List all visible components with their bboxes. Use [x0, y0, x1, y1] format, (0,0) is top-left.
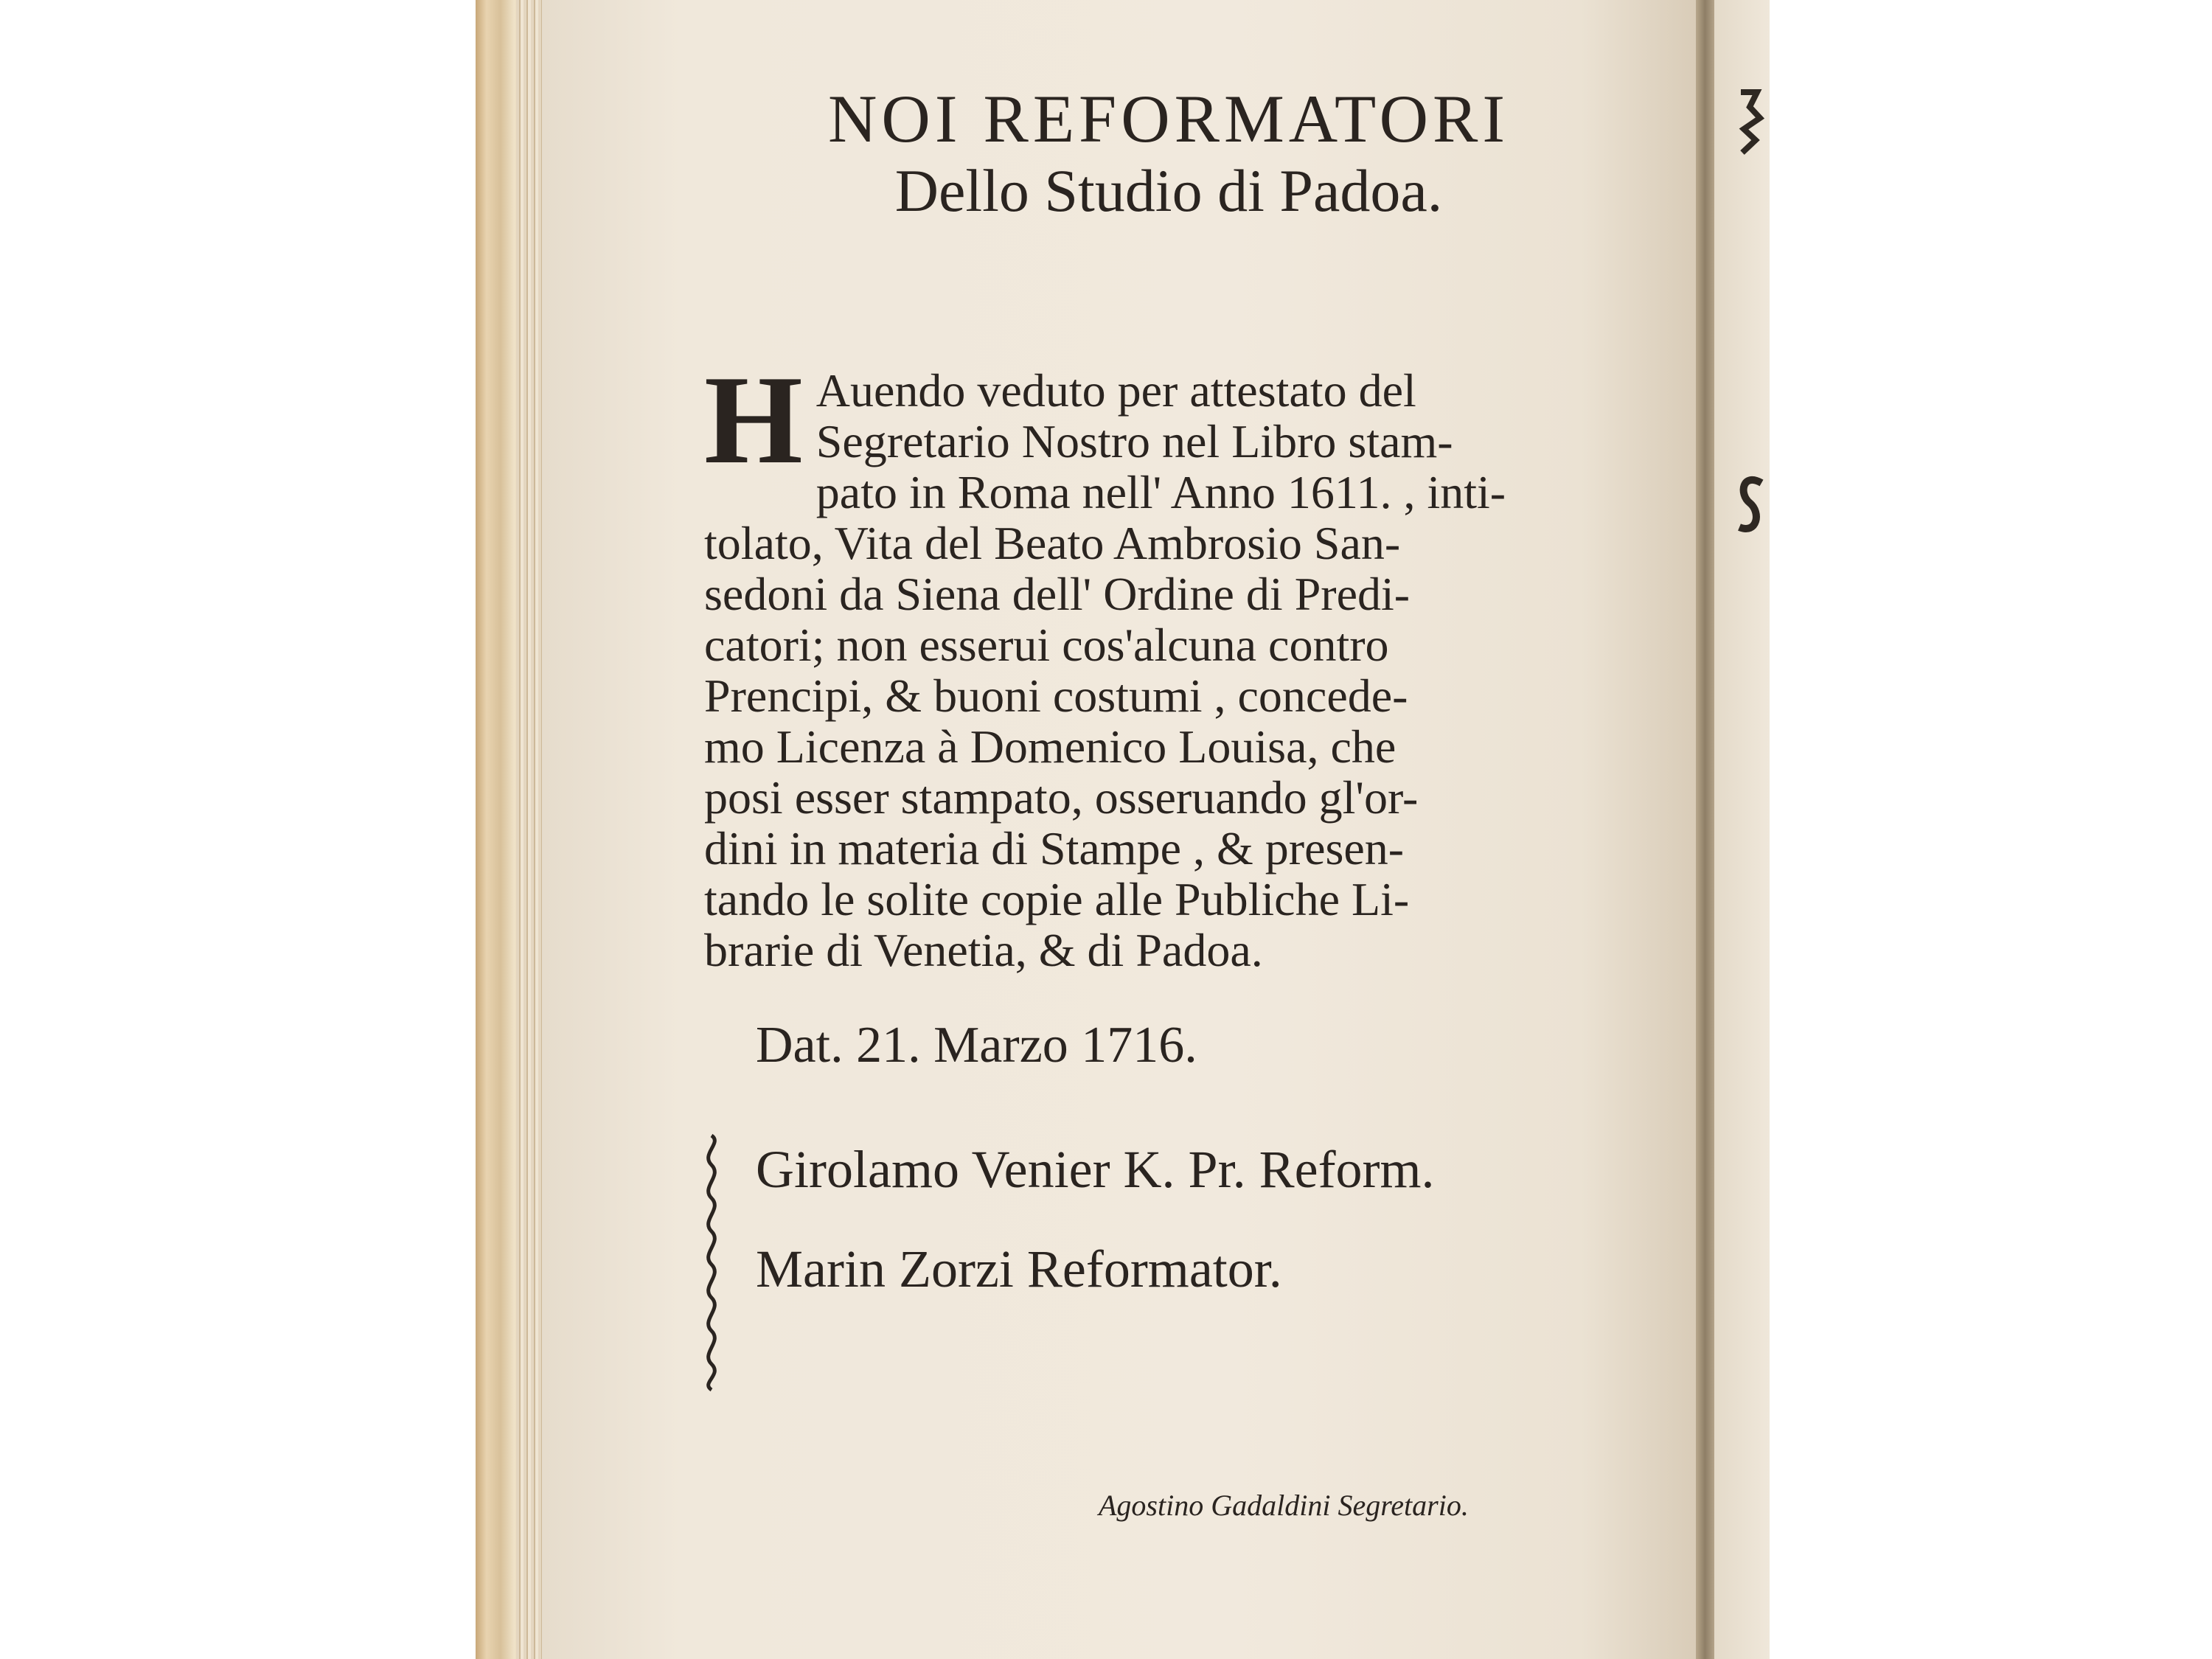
body-line: dini in materia di Stampe , & presen-	[704, 822, 1405, 874]
secretary-signature: Agostino Gadaldini Segretario.	[1099, 1489, 1469, 1522]
book-gutter	[1696, 0, 1714, 1659]
signature-brace-ornament	[693, 1128, 730, 1394]
facing-page-letter-fragment-icon	[1735, 472, 1764, 538]
signature-venier: Girolamo Venier K. Pr. Reform.	[756, 1140, 1435, 1199]
body-line: Segretario Nostro nel Libro stam-	[815, 415, 1453, 467]
page-edges	[516, 0, 546, 1659]
body-line: Prencipi, & buoni costumi , concede-	[704, 669, 1408, 722]
facing-page-ornament-icon	[1735, 85, 1764, 159]
body-line: tando le solite copie alle Publiche Li-	[704, 873, 1410, 925]
page-subheading: Dello Studio di Padoa.	[894, 157, 1443, 224]
imprimatur-paragraph	[704, 350, 1637, 976]
body-line: catori; non esserui cos'alcuna contro	[704, 619, 1389, 671]
signature-zorzi: Marin Zorzi Reformator.	[756, 1239, 1282, 1298]
date-line: Dat. 21. Marzo 1716.	[756, 1017, 1197, 1074]
page-heading: NOI REFORMATORI	[827, 81, 1510, 156]
drop-cap: H	[704, 350, 803, 490]
body-line: sedoni da Siena dell' Ordine di Predi-	[704, 568, 1411, 620]
body-line: tolato, Vita del Beato Ambrosio San-	[704, 517, 1401, 569]
body-line: posi esser stampato, osseruando gl'or-	[704, 771, 1419, 824]
imprimatur-text	[704, 350, 1637, 976]
body-line: brarie di Venetia, & di Padoa.	[704, 924, 1263, 976]
facing-page	[1714, 0, 1770, 1659]
body-line: mo Licenza à Domenico Louisa, che	[704, 720, 1397, 773]
body-line: Auendo veduto per attestato del	[815, 364, 1416, 417]
body-line: pato in Roma nell' Anno 1611. , inti-	[815, 466, 1506, 518]
